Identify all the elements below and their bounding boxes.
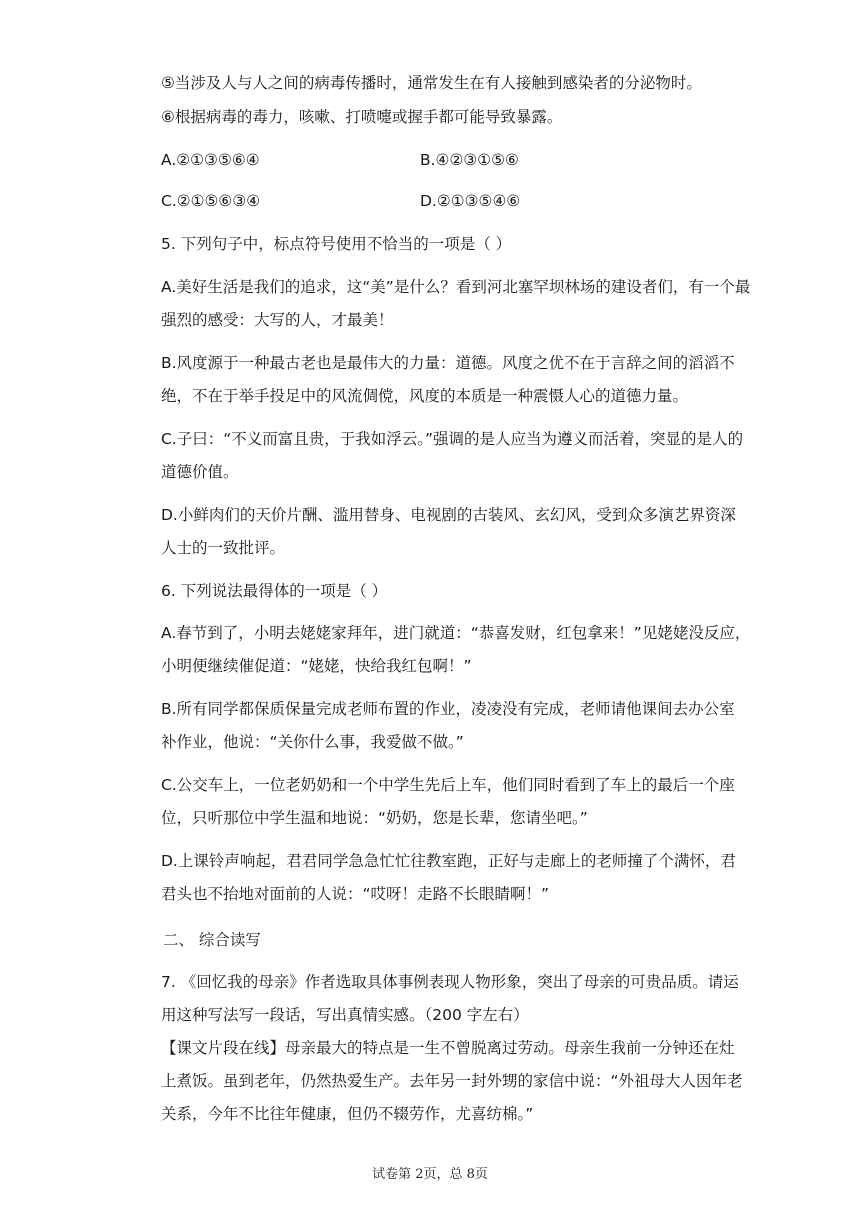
question-4-option-c: C.②①⑤⑥③④: [161, 192, 261, 210]
question-7-excerpt-line-1: 【课文片段在线】母亲最大的特点是一生不曾脱离过劳动。母亲生我前一分钟还在灶: [161, 1039, 735, 1057]
question-6-option-a-line-2: 小明便继续催促道：“姥姥，快给我红包啊！”: [161, 657, 472, 675]
question-6-option-a-line-1: A.春节到了，小明去姥姥家拜年，进门就道：“恭喜发财，红包拿来！”见姥姥没反应，: [161, 624, 751, 642]
question-5-option-a-line-2: 强烈的感受：大写的人，才最美！: [161, 311, 394, 329]
question-5-option-d-line-2: 人士的一致批评。: [161, 539, 286, 557]
question-7-stem-line-2: 用这种写法写一段话，写出真情实感。（200 字左右）: [161, 1006, 529, 1024]
section-title: 二、 综合读写: [163, 931, 261, 949]
page-footer: 试卷第 2页，总 8页: [372, 1167, 488, 1182]
question-4-item-6: ⑥根据病毒的毒力，咳嗽、打喷嚏或握手都可能导致暴露。: [161, 108, 563, 126]
question-5-option-d-line-1: D.小鲜肉们的天价片酬、滥用替身、电视剧的古装风、玄幻风，受到众多演艺界资深: [161, 506, 736, 524]
question-6-option-b-line-2: 补作业，他说：“关你什么事，我爱做不做。”: [161, 733, 464, 751]
question-6-option-b-line-1: B.所有同学都保质保量完成老师布置的作业，凌凌没有完成，老师请他课间去办公室: [161, 700, 735, 718]
question-5-option-a-line-1: A.美好生活是我们的追求，这“美”是什么？看到河北塞罕坝林场的建设者们，有一个最: [161, 278, 751, 296]
question-5-option-c-line-2: 道德价值。: [161, 463, 239, 481]
question-6-option-d-line-1: D.上课铃声响起，君君同学急急忙忙往教室跑，正好与走廊上的老师撞了个满怀，君: [161, 852, 736, 870]
question-5-option-c-line-1: C.子曰：“不义而富且贵，于我如浮云。”强调的是人应当为遵义而活着，突显的是人的: [161, 430, 744, 448]
question-5-option-b-line-2: 绝，不在于举手投足中的风流倜傥，风度的本质是一种震慑人心的道德力量。: [161, 387, 689, 405]
question-7-excerpt-line-3: 关系，今年不比往年健康，但仍不辍劳作，尤喜纺棉。”: [161, 1105, 534, 1123]
question-4-option-a: A.②①③⑤⑥④: [161, 151, 260, 169]
question-4-item-5: ⑤当涉及人与人之间的病毒传播时，通常发生在有人接触到感染者的分泌物时。: [161, 74, 702, 92]
question-5-option-b-line-1: B.风度源于一种最古老也是最伟大的力量：道德。风度之优不在于言辞之间的滔滔不: [161, 354, 735, 372]
question-6-option-c-line-1: C.公交车上，一位老奶奶和一个中学生先后上车，他们同时看到了车上的最后一个座: [161, 776, 735, 794]
question-7-excerpt-line-2: 上煮饭。虽到老年，仍然热爱生产。去年另一封外甥的家信中说：“外祖母大人因年老: [161, 1072, 743, 1090]
question-7-stem-line-1: 7. 《回忆我的母亲》作者选取具体事例表现人物形象，突出了母亲的可贵品质。请运: [161, 973, 739, 991]
question-6-option-c-line-2: 位，只听那位中学生温和地说：“奶奶，您是长辈，您请坐吧。”: [161, 809, 588, 827]
question-4-option-b: B.④②③①⑤⑥: [420, 151, 519, 169]
question-5-stem: 5. 下列句子中，标点符号使用不恰当的一项是（ ）: [161, 235, 512, 253]
question-6-stem: 6. 下列说法最得体的一项是（ ）: [161, 582, 388, 600]
question-4-option-d: D.②①③⑤④⑥: [420, 192, 521, 210]
question-6-option-d-line-2: 君头也不抬地对面前的人说：“哎呀！走路不长眼睛啊！”: [161, 885, 550, 903]
